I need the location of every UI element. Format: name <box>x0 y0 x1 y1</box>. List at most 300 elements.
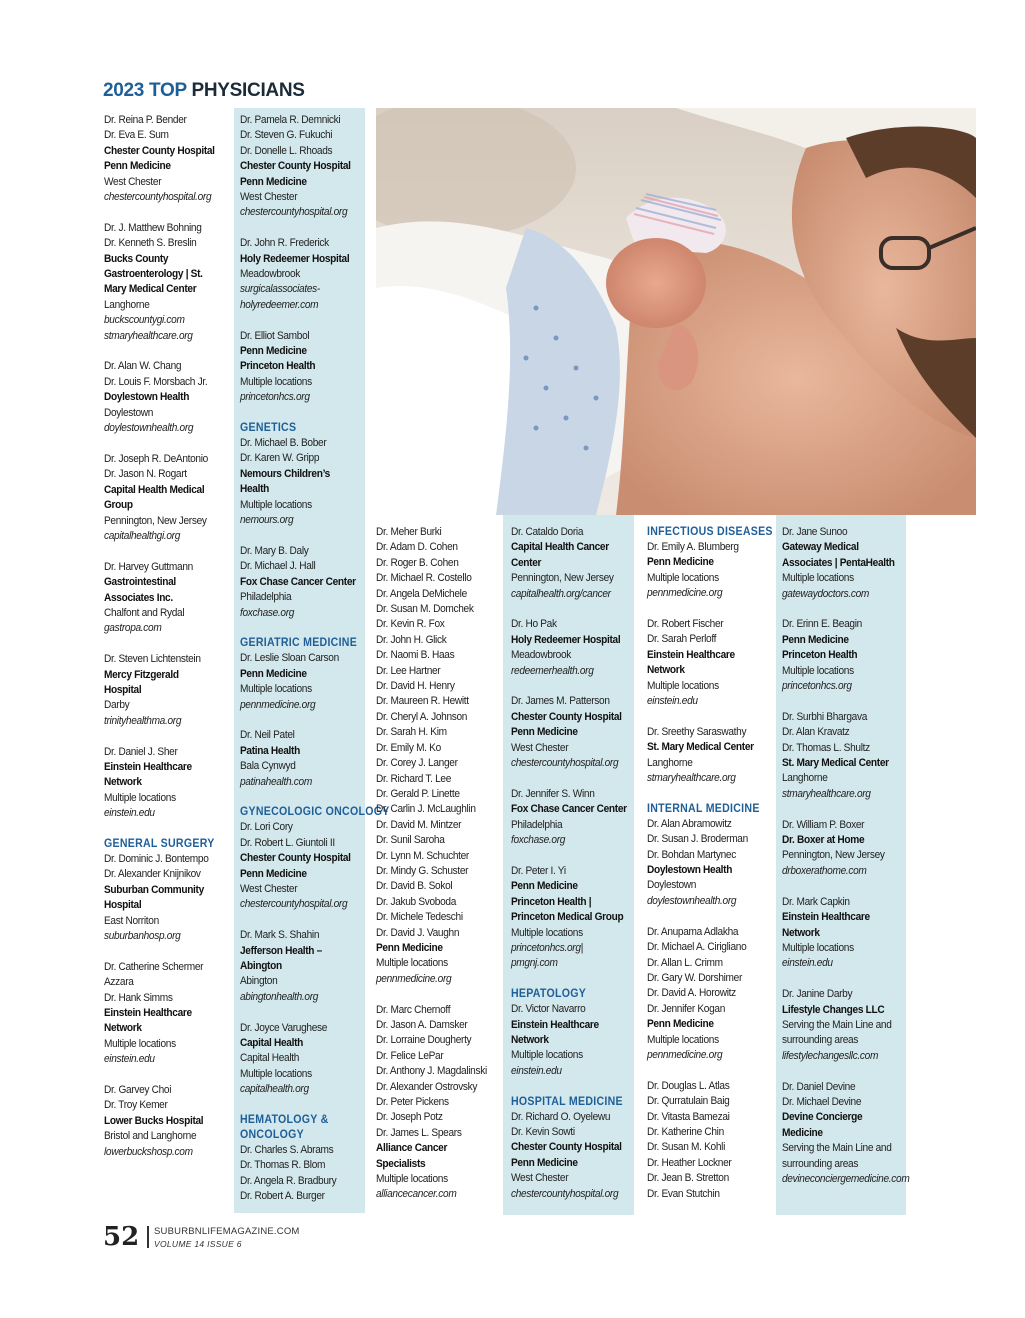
practice-name: Lower Bucks Hospital <box>104 1114 204 1127</box>
location: Capital Health <box>240 1052 300 1065</box>
practice-name: Health <box>240 483 270 496</box>
location: Abington <box>240 975 278 988</box>
practice-name: Penn Medicine <box>647 556 714 569</box>
location: Multiple locations <box>240 498 312 511</box>
practice-name: Abington <box>240 960 282 972</box>
section-heading: HOSPITAL MEDICINE <box>511 1095 623 1108</box>
website: einstein.edu <box>511 1064 562 1077</box>
website: chestercountyhospital.org <box>511 1187 619 1200</box>
doctor-name: Dr. Catherine Schermer <box>104 960 204 973</box>
doctor-name: Dr. Elliot Sambol <box>240 329 310 342</box>
doctor-name: Dr. Emily M. Ko <box>376 741 441 754</box>
footer-site: SUBURBNLIFEMAGAZINE.COM <box>154 1226 300 1237</box>
website: alliancecancer.com <box>376 1188 457 1201</box>
doctor-name: Dr. Daniel Devine <box>782 1080 856 1093</box>
website: gatewaydoctors.com <box>782 587 870 600</box>
doctor-name: Dr. Michael R. Costello <box>376 572 472 585</box>
location: Pennington, New Jersey <box>782 849 885 862</box>
doctor-name: Dr. Lori Cory <box>240 821 293 834</box>
doctor-name: Dr. Alan Abramowitz <box>647 817 732 830</box>
website: lifestylechangesllc.com <box>782 1049 879 1062</box>
doctor-name: Dr. J. Matthew Bohning <box>104 221 202 234</box>
practice-name: Penn Medicine <box>240 345 307 358</box>
location: Multiple locations <box>782 941 854 954</box>
doctor-name: Dr. Michael J. Hall <box>240 560 316 573</box>
doctor-name: Dr. Richard O. Oyelewu <box>511 1110 611 1123</box>
physician-entry <box>240 544 369 621</box>
website: capitalhealth.org/cancer <box>511 587 611 600</box>
doctor-name: Dr. Steven Lichtenstein <box>104 653 201 666</box>
practice-name: St. Mary Medical Center <box>782 757 889 770</box>
location: Doylestown <box>647 879 697 892</box>
doctor-name: Dr. David A. Horowitz <box>647 987 736 1000</box>
doctor-name: Dr. Bohdan Martynec <box>647 848 736 861</box>
physician-entry <box>240 728 369 790</box>
doctor-name: Dr. James L. Spears <box>376 1126 462 1139</box>
practice-name: Holy Redeemer Hospital <box>511 633 621 646</box>
practice-name: Network <box>104 776 142 789</box>
doctor-name: Dr. Ho Pak <box>511 618 557 631</box>
practice-name: Alliance Cancer <box>376 1142 448 1155</box>
doctor-name: Dr. Thomas R. Blom <box>240 1159 326 1172</box>
physician-entry <box>104 652 233 729</box>
physician-entry <box>647 725 776 787</box>
website: redeemerhealth.org <box>511 664 594 677</box>
physician-entry <box>782 895 911 972</box>
website: pennmedicine.org <box>376 972 452 985</box>
practice-name: Suburban Community <box>104 883 204 896</box>
practice-name: Specialists <box>376 1157 426 1170</box>
doctor-name: Dr. Sarah H. Kim <box>376 726 447 739</box>
doctor-name: Dr. Peter I. Yi <box>511 864 566 877</box>
doctor-name: Dr. Cheryl A. Johnson <box>376 710 468 723</box>
practice-name: Gastroenterology | St. <box>104 268 203 281</box>
doctor-name: Dr. Susan M. Kohli <box>647 1141 726 1154</box>
location: Multiple locations <box>376 1173 448 1186</box>
practice-name: Associates | PentaHealth <box>782 556 895 569</box>
physician-entry <box>782 818 911 880</box>
physician-entry <box>647 525 776 602</box>
practice-name: Fox Chase Cancer Center <box>511 803 627 816</box>
physician-entry <box>511 864 640 972</box>
website: pennmedicine.org <box>647 587 723 600</box>
doctor-name: Dr. John R. Frederick <box>240 237 329 250</box>
physician-entry <box>782 525 911 602</box>
practice-name: Penn Medicine <box>782 633 849 646</box>
practice-name: Penn Medicine <box>104 160 171 173</box>
page-number: 52 <box>103 1222 140 1252</box>
doctor-name: Dr. Karen W. Gripp <box>240 452 320 465</box>
practice-name: Jefferson Health – <box>240 944 322 957</box>
location: Multiple locations <box>782 572 854 585</box>
doctor-name: Dr. Qurratulain Baig <box>647 1095 730 1108</box>
physician-entry <box>104 113 233 205</box>
physician-entry <box>376 525 505 987</box>
section-heading: INFECTIOUS DISEASES <box>647 526 773 538</box>
physician-entry <box>104 837 233 944</box>
practice-name: Mary Medical Center <box>104 283 197 296</box>
doctor-name: Dr. Anupama Adlakha <box>647 925 739 938</box>
doctor-name: Dr. Vitasta Bamezai <box>647 1110 730 1123</box>
practice-name: Doylestown Health <box>104 391 190 404</box>
doctor-name: Dr. Mark S. Shahin <box>240 929 320 942</box>
doctor-name: Dr. Leslie Sloan Carson <box>240 652 339 665</box>
doctor-name: Dr. Angela DeMichele <box>376 587 467 600</box>
doctor-name: Dr. Louis F. Morsbach Jr. <box>104 375 208 388</box>
doctor-name: Dr. Gerald P. Linette <box>376 787 460 800</box>
section-heading: GENETICS <box>240 422 297 435</box>
doctor-name: Dr. Emily A. Blumberg <box>647 541 739 553</box>
doctor-name: Dr. Kevin Sowti <box>511 1125 575 1138</box>
website: doylestownhealth.org <box>104 422 194 435</box>
website: einstein.edu <box>104 1053 155 1066</box>
practice-name: Gateway Medical <box>782 541 859 554</box>
doctor-name: Dr. Anthony J. Magdalinski <box>376 1065 487 1078</box>
section-heading: INTERNAL MEDICINE <box>647 802 760 815</box>
section-heading: ONCOLOGY <box>240 1129 304 1142</box>
website: patinahealth.com <box>240 775 312 788</box>
location: West Chester <box>511 741 569 754</box>
location: Multiple locations <box>104 791 176 804</box>
physician-entry <box>104 560 233 637</box>
location: Pennington, New Jersey <box>511 572 614 585</box>
doctor-name: Dr. Joseph R. DeAntonio <box>104 452 208 465</box>
website: doylestownhealth.org <box>647 894 737 907</box>
website: suburbanhosp.org <box>104 930 181 943</box>
doctor-name: Dr. Meher Burki <box>376 526 442 538</box>
doctor-name: Dr. Thomas L. Shultz <box>782 741 870 754</box>
website: princetonhcs.org <box>782 680 852 693</box>
doctor-name: Dr. Evan Stutchin <box>647 1187 720 1200</box>
practice-name: Network <box>104 1022 142 1035</box>
practice-name: Einstein Healthcare <box>647 648 735 661</box>
doctor-name: Dr. Joseph Potz <box>376 1111 443 1124</box>
doctor-name: Dr. Allan L. Crimm <box>647 956 723 969</box>
website: einstein.edu <box>647 695 698 708</box>
doctor-name: Dr. Erinn E. Beagin <box>782 618 862 631</box>
practice-name: Mercy Fitzgerald <box>104 668 179 681</box>
practice-name: Network <box>511 1033 549 1046</box>
physician-entry <box>240 805 390 912</box>
practice-name: Penn Medicine <box>240 175 307 188</box>
doctor-name: Dr. Garvey Choi <box>104 1084 172 1097</box>
column-6 <box>782 525 911 1203</box>
page-title: 2023 TOP PHYSICIANS <box>103 80 305 101</box>
location: Serving the Main Line and <box>782 1018 892 1031</box>
practice-name: Chester County Hospital <box>104 144 215 157</box>
website: devineconciergemedicine.com <box>782 1172 910 1185</box>
doctor-name: Dr. Steven G. Fukuchi <box>240 129 333 142</box>
doctor-name: Dr. Jennifer S. Winn <box>511 787 595 800</box>
physician-entry <box>376 1003 505 1203</box>
practice-name: Chester County Hospital <box>240 160 351 173</box>
practice-name: Group <box>104 499 133 512</box>
physician-entry <box>511 694 640 771</box>
practice-name: Princeton Health <box>782 649 858 662</box>
doctor-name: Dr. Susan M. Domchek <box>376 603 474 616</box>
doctor-name: Dr. David J. Vaughn <box>376 926 460 939</box>
location: Pennington, New Jersey <box>104 514 207 527</box>
doctor-name: Dr. Maureen R. Hewitt <box>376 695 469 708</box>
physician-entry <box>647 802 776 909</box>
website: abingtonhealth.org <box>240 990 319 1003</box>
location: Darby <box>104 699 130 712</box>
practice-name: Hospital <box>104 899 142 912</box>
practice-name: Associates Inc. <box>104 591 173 604</box>
doctor-name: Dr. Kenneth S. Breslin <box>104 237 197 250</box>
website: princetonhcs.org| <box>511 941 583 954</box>
doctor-name: Dr. Jason A. Damsker <box>376 1018 468 1031</box>
practice-name: Penn Medicine <box>511 1156 578 1169</box>
doctor-name: Dr. Michele Tedeschi <box>376 911 463 924</box>
website: capitalhealthgi.org <box>104 529 181 542</box>
location: Multiple locations <box>240 1067 312 1080</box>
website: pennmedicine.org <box>240 698 316 711</box>
website: foxchase.org <box>511 834 566 847</box>
website: chestercountyhospital.org <box>104 191 212 204</box>
location: Multiple locations <box>511 1049 583 1062</box>
doctor-name: Dr. Janine Darby <box>782 988 853 1001</box>
column-2 <box>240 113 390 1220</box>
doctor-name: Dr. Felice LePar <box>376 1049 444 1062</box>
location: Multiple locations <box>647 571 719 584</box>
practice-name: Penn Medicine <box>647 1018 714 1031</box>
physician-entry <box>240 113 369 221</box>
doctor-name: Dr. Sreethy Saraswathy <box>647 725 747 738</box>
physician-entry <box>647 925 776 1064</box>
location: West Chester <box>104 175 162 188</box>
practice-name: Chester County Hospital <box>511 1141 622 1154</box>
physician-entry <box>240 236 369 313</box>
practice-name: Nemours Children’s <box>240 467 331 480</box>
doctor-name: Dr. Alan Kravatz <box>782 726 850 739</box>
physician-entry <box>104 452 233 544</box>
physician-entry <box>782 1080 911 1188</box>
location: Langhorne <box>104 298 150 311</box>
location: Multiple locations <box>511 926 583 939</box>
location: Philadelphia <box>240 591 292 604</box>
location: Serving the Main Line and <box>782 1142 892 1155</box>
doctor-name: Dr. Sunil Saroha <box>376 834 445 847</box>
location: Multiple locations <box>240 375 312 388</box>
practice-name: Penn Medicine <box>240 667 307 680</box>
website: lowerbuckshosp.com <box>104 1145 193 1158</box>
doctor-name: Dr. Mindy G. Schuster <box>376 864 469 877</box>
doctor-name: Dr. Mary B. Daly <box>240 544 309 557</box>
doctor-name: Dr. Jean B. Stretton <box>647 1172 729 1185</box>
website: chestercountyhospital.org <box>511 757 619 770</box>
doctor-name: Dr. Heather Lockner <box>647 1156 732 1169</box>
practice-name: Princeton Health <box>240 360 316 373</box>
doctor-name: Dr. David H. Henry <box>376 680 455 693</box>
doctor-name: Dr. Donelle L. Rhoads <box>240 144 333 157</box>
practice-name: Penn Medicine <box>240 867 307 880</box>
doctor-name: Azzara <box>104 976 134 989</box>
physician-entry <box>104 745 233 822</box>
physician-entry <box>104 960 233 1068</box>
column-1 <box>104 113 233 1175</box>
practice-name: Dr. Boxer at Home <box>782 834 865 847</box>
doctor-name: Dr. Charles S. Abrams <box>240 1144 334 1157</box>
location: Multiple locations <box>782 664 854 677</box>
column-3 <box>376 525 505 1218</box>
doctor-name: Dr. Harvey Guttmann <box>104 560 193 573</box>
doctor-name: Dr. Alexander Ostrovsky <box>376 1080 478 1093</box>
physician-entry <box>782 617 911 694</box>
doctor-name: Dr. Marc Chernoff <box>376 1003 451 1016</box>
doctor-name: Dr. Joyce Varughese <box>240 1021 328 1034</box>
practice-name: Penn Medicine <box>376 941 443 954</box>
photo-illustration <box>376 108 976 515</box>
doctor-name: Dr. Cataldo Doria <box>511 526 584 538</box>
doctor-name: Dr. David M. Mintzer <box>376 818 462 831</box>
doctor-name: Dr. Neil Patel <box>240 729 295 742</box>
practice-name: Einstein Healthcare <box>104 760 192 773</box>
location: West Chester <box>511 1172 569 1185</box>
doctor-name: Dr. Katherine Chin <box>647 1125 724 1138</box>
doctor-name: Dr. Peter Pickens <box>376 1096 449 1109</box>
practice-name: Hospital <box>104 683 142 696</box>
section-heading: GENERAL SURGERY <box>104 837 215 850</box>
location: Multiple locations <box>647 679 719 692</box>
practice-name: Devine Concierge <box>782 1111 863 1124</box>
doctor-name: Dr. Michael B. Bober <box>240 437 327 450</box>
practice-name: Doylestown Health <box>647 864 733 877</box>
physician-entry <box>647 1079 776 1202</box>
practice-name: Penn Medicine <box>511 726 578 739</box>
practice-name: Capital Health <box>240 1037 303 1050</box>
website: surgicalassociates- <box>240 283 320 296</box>
doctor-name: Dr. Gary W. Dorshimer <box>647 971 743 984</box>
doctor-name: Dr. Mark Capkin <box>782 895 850 908</box>
practice-name: Chester County Hospital <box>240 852 351 865</box>
practice-name: Fox Chase Cancer Center <box>240 575 356 588</box>
website: stmaryhealthcare.org <box>782 787 871 800</box>
practice-name: Medicine <box>782 1126 823 1139</box>
location: surrounding areas <box>782 1034 859 1047</box>
location: Doylestown <box>104 406 154 419</box>
column-4 <box>511 525 640 1217</box>
section-heading: GYNECOLOGIC ONCOLOGY <box>240 806 390 819</box>
location: Philadelphia <box>511 818 563 831</box>
physician-entry <box>782 987 911 1064</box>
website: stmaryhealthcare.org <box>104 329 193 342</box>
physician-entry <box>511 787 640 849</box>
doctor-name: Dr. James M. Patterson <box>511 695 610 708</box>
website: trinityhealthma.org <box>104 714 182 727</box>
website: foxchase.org <box>240 606 295 619</box>
location: Bala Cynwyd <box>240 760 296 773</box>
doctor-name: Dr. Michael A. Cirigliano <box>647 941 747 954</box>
practice-name: Network <box>647 664 685 677</box>
location: Bristol and Langhorne <box>104 1130 197 1143</box>
practice-name: Network <box>782 926 820 939</box>
physician-entry <box>511 525 640 602</box>
section-heading: HEPATOLOGY <box>511 988 587 1001</box>
practice-name: Chester County Hospital <box>511 710 622 723</box>
location: West Chester <box>240 191 298 204</box>
doctor-name: Dr. Jason N. Rogart <box>104 468 187 481</box>
website: pennmedicine.org <box>647 1048 723 1061</box>
physician-entry <box>240 329 369 406</box>
physician-entry <box>511 617 640 679</box>
doctor-name: Dr. Robert Fischer <box>647 618 724 631</box>
website: einstein.edu <box>104 807 155 820</box>
doctor-name: Dr. Hank Simms <box>104 991 173 1004</box>
website: capitalhealth.org <box>240 1083 309 1096</box>
doctor-name: Dr. Carlin J. McLaughlin <box>376 803 476 816</box>
doctor-name: Dr. Douglas L. Atlas <box>647 1079 730 1092</box>
doctor-name: Dr. Daniel J. Sher <box>104 745 178 758</box>
physician-entry <box>647 617 776 709</box>
physician-entry <box>104 359 233 436</box>
location: Multiple locations <box>240 683 312 696</box>
practice-name: Center <box>511 556 542 569</box>
website: pmgnj.com <box>511 957 558 970</box>
location: Multiple locations <box>376 957 448 970</box>
physician-entry <box>240 1021 369 1098</box>
practice-name: Einstein Healthcare <box>511 1018 599 1031</box>
physician-entry <box>240 1113 369 1205</box>
practice-name: Bucks County <box>104 252 169 265</box>
doctor-name: Dr. Robert L. Giuntoli II <box>240 836 335 849</box>
doctor-name: Dr. Sarah Perloff <box>647 633 717 646</box>
location: West Chester <box>240 882 298 895</box>
mother-newborn-photo <box>376 108 976 515</box>
doctor-name: Dr. Lorraine Dougherty <box>376 1034 472 1047</box>
practice-name: Einstein Healthcare <box>782 911 870 924</box>
doctor-name: Dr. Jennifer Kogan <box>647 1002 726 1015</box>
location: Meadowbrook <box>511 649 572 662</box>
doctor-name: Dr. Victor Navarro <box>511 1003 586 1016</box>
column-5 <box>647 525 776 1217</box>
website: chestercountyhospital.org <box>240 206 348 219</box>
doctor-name: Dr. William P. Boxer <box>782 818 865 831</box>
doctor-name: Dr. Roger B. Cohen <box>376 556 459 569</box>
practice-name: Patina Health <box>240 744 300 757</box>
practice-name: St. Mary Medical Center <box>647 741 754 754</box>
practice-name: Princeton Medical Group <box>511 911 624 924</box>
location: Multiple locations <box>647 1033 719 1046</box>
website: buckscountygi.com <box>104 314 185 327</box>
website: nemours.org <box>240 514 294 527</box>
website: stmaryhealthcare.org <box>647 772 736 785</box>
website: drboxerathome.com <box>782 864 867 877</box>
doctor-name: Dr. David B. Sokol <box>376 880 453 893</box>
doctor-name: Dr. John H. Glick <box>376 633 447 646</box>
physician-entry <box>104 1083 233 1160</box>
doctor-name: Dr. Eva E. Sum <box>104 129 169 142</box>
website: gastropa.com <box>104 622 162 635</box>
location: Meadowbrook <box>240 268 301 281</box>
website: einstein.edu <box>782 957 833 970</box>
practice-name: Capital Health Medical <box>104 483 205 496</box>
doctor-name: Dr. Michael Devine <box>782 1095 862 1108</box>
practice-name: Gastrointestinal <box>104 576 176 589</box>
practice-name: Einstein Healthcare <box>104 1007 192 1020</box>
doctor-name: Dr. Surbhi Bhargava <box>782 710 868 723</box>
doctor-name: Dr. Dominic J. Bontempo <box>104 852 209 865</box>
doctor-name: Dr. Susan J. Broderman <box>647 833 748 846</box>
physician-entry <box>511 1095 640 1202</box>
location: East Norriton <box>104 914 159 927</box>
doctor-name: Dr. Robert A. Burger <box>240 1190 325 1203</box>
doctor-name: Dr. Kevin R. Fox <box>376 618 445 631</box>
doctor-name: Dr. Jane Sunoo <box>782 526 848 538</box>
doctor-name: Dr. Troy Kemer <box>104 1099 168 1112</box>
doctor-name: Dr. Jakub Svoboda <box>376 895 457 908</box>
location: surrounding areas <box>782 1157 859 1170</box>
